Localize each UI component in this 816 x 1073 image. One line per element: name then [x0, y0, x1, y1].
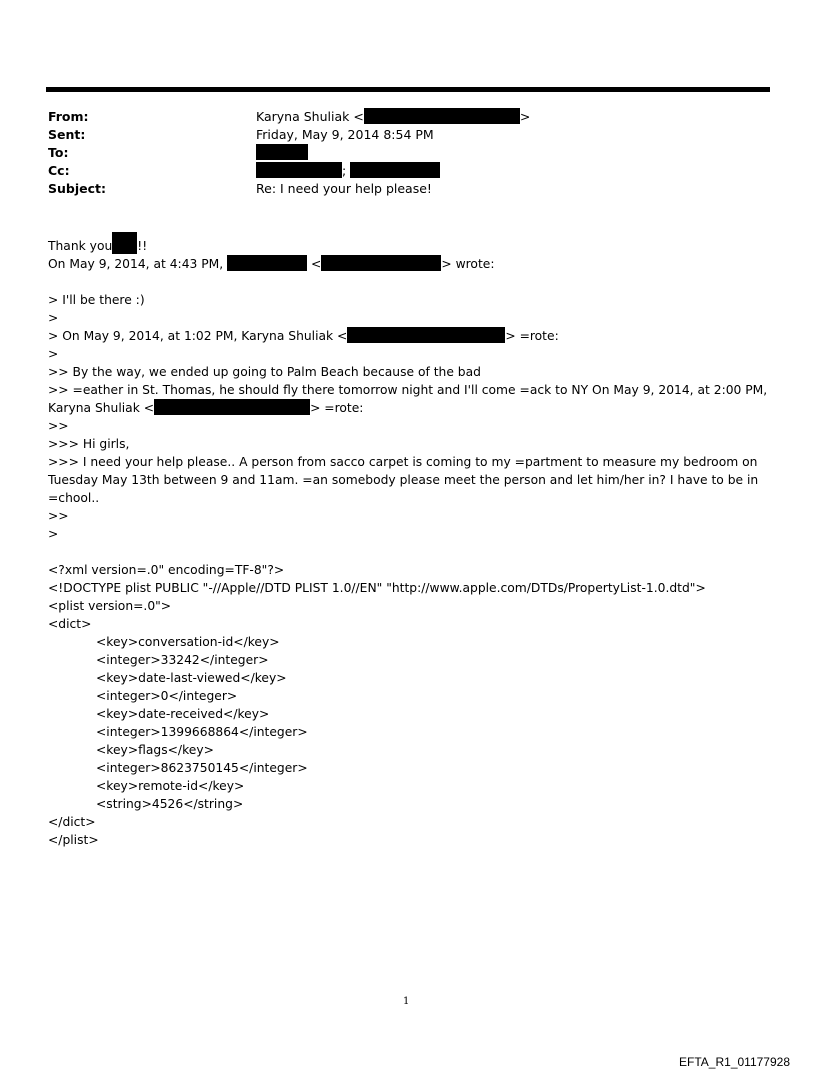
redaction-box	[350, 162, 440, 178]
redaction-box	[227, 255, 307, 271]
text: > =rote:	[310, 401, 364, 415]
text: Karyna Shuliak <	[48, 401, 155, 415]
from-value	[256, 108, 530, 126]
plist-line: <dict>	[48, 617, 92, 631]
quote-line	[48, 399, 778, 417]
redaction-box	[112, 232, 137, 254]
text: > wrote:	[441, 257, 495, 271]
header-rule	[46, 87, 770, 92]
quote-line: >	[48, 347, 59, 361]
thanks-line	[48, 232, 778, 255]
plist-line: <integer>1399668864</integer>	[96, 725, 308, 739]
plist-line: </dict>	[48, 815, 96, 829]
blank-line	[48, 543, 778, 561]
plist-line: <integer>8623750145</integer>	[96, 761, 308, 775]
quote-line: >>	[48, 419, 69, 433]
to-value	[256, 144, 308, 162]
sent-label: Sent:	[48, 127, 86, 142]
text: On May 9, 2014, at 4:43 PM,	[48, 257, 224, 271]
quote-paragraph: >>> I need your help please.. A person from sacco carpet is coming to my =partment to measure my bedroom on Tuesday May 13th between 9 and 11am. =an somebody please meet the person and let him/her in? I have to be in =chool..	[48, 455, 759, 505]
from-close: >	[519, 109, 531, 124]
redaction-box	[364, 108, 520, 124]
subject-value: Re: I need your help please!	[256, 181, 432, 196]
redaction-box	[256, 144, 308, 160]
wrote-line	[48, 255, 778, 273]
document-id: EFTA_R1_01177928	[679, 1055, 790, 1069]
quote-line: >>> Hi girls,	[48, 437, 130, 451]
plist-line: <key>remote-id</key>	[96, 779, 245, 793]
quote-line: > I'll be there :)	[48, 293, 145, 307]
quote-line: >	[48, 311, 59, 325]
text: > =rote:	[505, 329, 559, 343]
text: <	[311, 257, 322, 271]
blank-line	[48, 273, 778, 291]
quote-line: >> By the way, we ended up going to Palm Beach because of the bad	[48, 365, 481, 379]
plist-line: <key>flags</key>	[96, 743, 214, 757]
subject-label: Subject:	[48, 181, 106, 196]
plist-line: <!DOCTYPE plist PUBLIC "-//Apple//DTD PLIST 1.0//EN" "http://www.apple.com/DTDs/PropertyList-1.0.dtd">	[48, 581, 706, 595]
plist-line: <?xml version=.0" encoding=TF-8"?>	[48, 563, 285, 577]
page-number: 1	[403, 996, 410, 1007]
quote-line: >> =eather in St. Thomas, he should fly there tomorrow night and I'll come =ack to NY On May 9, 2014, at 2:00 PM,	[48, 383, 768, 397]
from-label: From:	[48, 109, 89, 124]
email-body	[48, 232, 778, 849]
plist-line: <key>conversation-id</key>	[96, 635, 280, 649]
cc-value	[256, 162, 440, 180]
to-label: To:	[48, 145, 69, 160]
cc-separator: ;	[342, 163, 347, 178]
cc-label: Cc:	[48, 163, 70, 178]
plist-line: <string>4526</string>	[96, 797, 244, 811]
quote-line	[48, 327, 778, 345]
plist-line: <integer>0</integer>	[96, 689, 238, 703]
plist-line: <plist version=.0">	[48, 599, 172, 613]
text: Thank you	[48, 239, 113, 253]
redaction-box	[321, 255, 441, 271]
plist-line: <integer>33242</integer>	[96, 653, 269, 667]
text: > On May 9, 2014, at 1:02 PM, Karyna Shuliak <	[48, 329, 348, 343]
quote-line: >	[48, 527, 59, 541]
sent-value: Friday, May 9, 2014 8:54 PM	[256, 127, 434, 142]
quote-line: >>	[48, 509, 69, 523]
plist-line: <key>date-received</key>	[96, 707, 270, 721]
plist-line: </plist>	[48, 833, 99, 847]
from-name: Karyna Shuliak <	[256, 109, 364, 124]
plist-line: <key>date-last-viewed</key>	[96, 671, 287, 685]
redaction-box	[256, 162, 342, 178]
redaction-box	[347, 327, 505, 343]
text: !!	[137, 239, 148, 253]
redaction-box	[154, 399, 310, 415]
